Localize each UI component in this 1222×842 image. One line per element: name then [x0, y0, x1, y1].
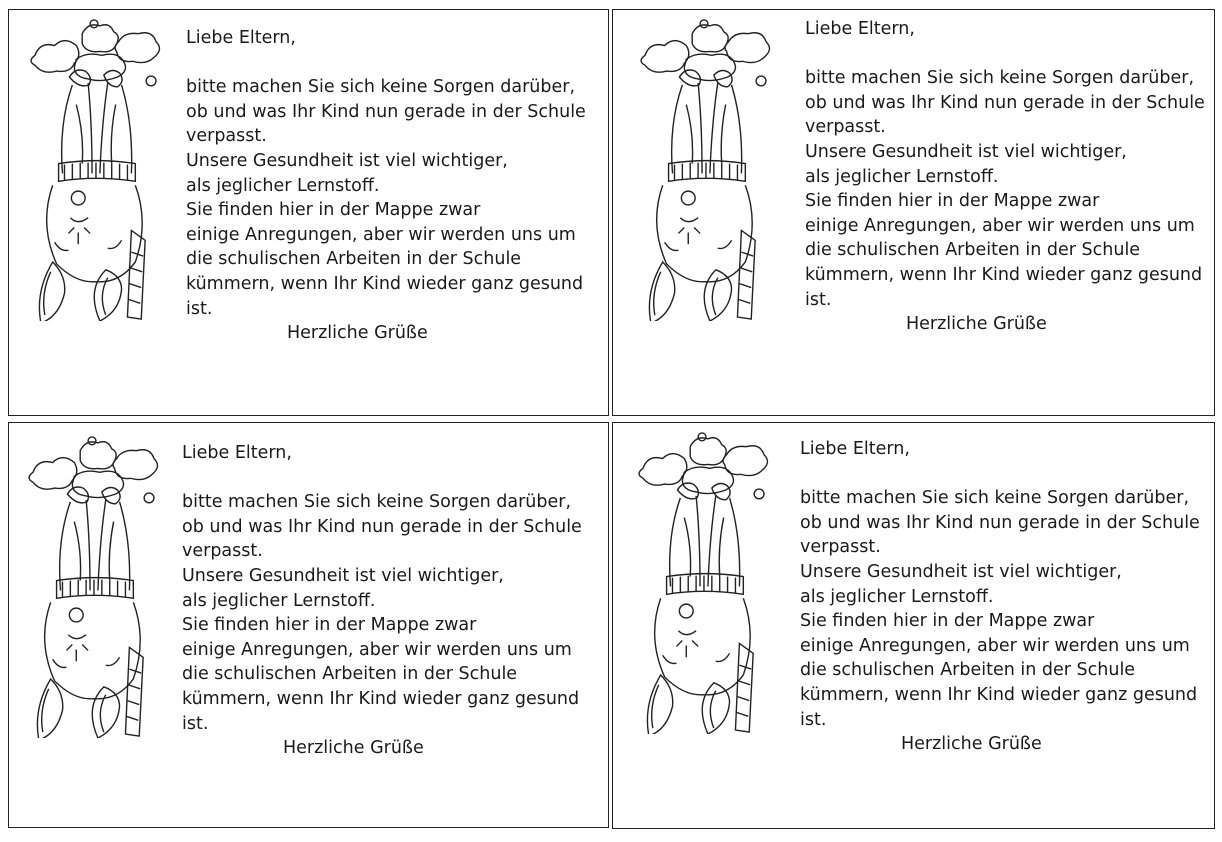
- letter-text: [182, 441, 597, 761]
- letter-line: ist.: [182, 713, 209, 734]
- letter-line: die schulischen Arbeiten in der Schule: [186, 249, 522, 270]
- letter-card-top-left: [8, 9, 609, 416]
- letter-line: ist.: [186, 298, 213, 319]
- letter-line: ist.: [800, 709, 827, 730]
- letter-signoff: Herzliche Grüße: [906, 314, 1047, 335]
- letter-line: ob und was Ihr Kind nun gerade in der Schule: [182, 516, 582, 537]
- letter-signoff: Herzliche Grüße: [901, 734, 1042, 755]
- letter-line: Unsere Gesundheit ist viel wichtiger,: [805, 141, 1127, 162]
- letter-line: Sie finden hier in der Mappe zwar: [800, 611, 1095, 632]
- letter-line: Sie finden hier in der Mappe zwar: [805, 191, 1100, 212]
- letter-line: einige Anregungen, aber wir werden uns um: [805, 215, 1195, 236]
- letter-line: ob und was Ihr Kind nun gerade in der Schule: [186, 101, 586, 122]
- letter-line: kümmern, wenn Ihr Kind wieder ganz gesund: [182, 688, 580, 709]
- upside-down-bunny-icon: [13, 433, 171, 738]
- letter-signoff: Herzliche Grüße: [283, 738, 424, 759]
- upside-down-bunny-icon: [623, 429, 781, 734]
- letter-line: die schulischen Arbeiten in der Schule: [182, 664, 518, 685]
- letter-line: Sie finden hier in der Mappe zwar: [186, 200, 481, 221]
- letter-line: Unsere Gesundheit ist viel wichtiger,: [182, 565, 504, 586]
- upside-down-bunny-icon: [625, 16, 783, 321]
- letter-line: als jeglicher Lernstoff.: [186, 175, 380, 196]
- letter-line: als jeglicher Lernstoff.: [800, 586, 994, 607]
- letter-text: [805, 17, 1220, 337]
- letter-line: bitte machen Sie sich keine Sorgen darüber,: [182, 492, 572, 513]
- letter-card-bottom-left: [8, 422, 609, 828]
- letter-line: Sie finden hier in der Mappe zwar: [182, 615, 477, 636]
- letter-line: bitte machen Sie sich keine Sorgen darüber,: [186, 77, 576, 98]
- letter-line: ob und was Ihr Kind nun gerade in der Schule: [800, 512, 1200, 533]
- letter-line: kümmern, wenn Ihr Kind wieder ganz gesund: [186, 273, 584, 294]
- letter-greeting: Liebe Eltern,: [186, 28, 296, 48]
- letter-line: Unsere Gesundheit ist viel wichtiger,: [800, 561, 1122, 582]
- letter-line: ob und was Ihr Kind nun gerade in der Schule: [805, 92, 1205, 113]
- letter-card-bottom-right: [612, 422, 1215, 829]
- letter-text: [800, 437, 1215, 757]
- letter-line: bitte machen Sie sich keine Sorgen darüber,: [805, 68, 1195, 89]
- letter-line: kümmern, wenn Ihr Kind wieder ganz gesund: [800, 684, 1198, 705]
- letter-line: ist.: [805, 289, 832, 310]
- letter-greeting: Liebe Eltern,: [182, 443, 292, 463]
- letter-signoff: Herzliche Grüße: [287, 323, 428, 344]
- letter-line: kümmern, wenn Ihr Kind wieder ganz gesund: [805, 264, 1203, 285]
- letter-line: einige Anregungen, aber wir werden uns um: [182, 639, 572, 660]
- letter-line: verpasst.: [182, 541, 263, 562]
- letter-line: einige Anregungen, aber wir werden uns um: [800, 635, 1190, 656]
- letter-line: verpasst.: [186, 126, 267, 147]
- letter-line: bitte machen Sie sich keine Sorgen darüber,: [800, 488, 1190, 509]
- letter-line: verpasst.: [805, 117, 886, 138]
- letter-line: verpasst.: [800, 537, 881, 558]
- letter-line: Unsere Gesundheit ist viel wichtiger,: [186, 150, 508, 171]
- letter-line: einige Anregungen, aber wir werden uns um: [186, 224, 576, 245]
- letter-greeting: Liebe Eltern,: [805, 19, 915, 39]
- letter-greeting: Liebe Eltern,: [800, 439, 910, 459]
- upside-down-bunny-icon: [15, 16, 173, 321]
- letter-line: als jeglicher Lernstoff.: [805, 166, 999, 187]
- letter-card-top-right: [612, 9, 1215, 416]
- letter-line: als jeglicher Lernstoff.: [182, 590, 376, 611]
- letter-line: die schulischen Arbeiten in der Schule: [805, 240, 1141, 261]
- letter-text: [186, 26, 601, 346]
- letter-line: die schulischen Arbeiten in der Schule: [800, 660, 1136, 681]
